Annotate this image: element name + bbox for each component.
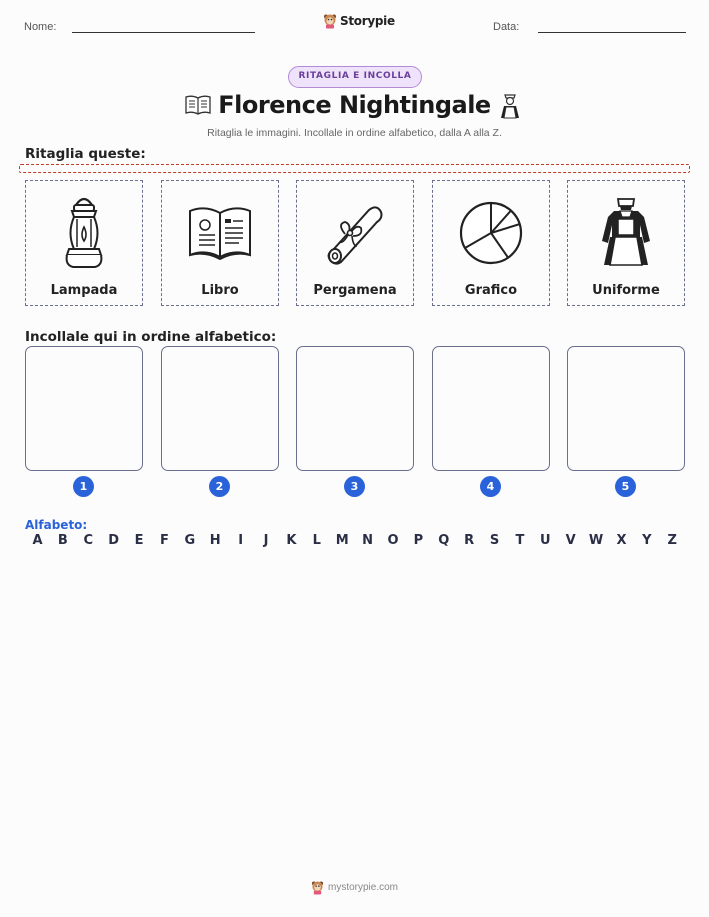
footer-url[interactable]: mystorypie.com xyxy=(327,882,398,893)
card-label: Grafico xyxy=(464,283,518,298)
cut-card-lampada[interactable] xyxy=(25,180,143,306)
alphabet-label: Alfabeto: xyxy=(25,518,88,532)
cut-card-grafico[interactable] xyxy=(432,180,550,306)
pie-chart-icon xyxy=(458,200,524,266)
uniform-icon xyxy=(598,197,654,269)
name-label: Nome: xyxy=(24,21,57,33)
storypie-mascot-icon xyxy=(323,13,337,29)
paste-slot-5[interactable] xyxy=(567,346,685,471)
paste-slot-4[interactable] xyxy=(432,346,550,471)
paste-section-label: Incollale qui in ordine alfabetico: xyxy=(25,329,277,345)
paste-slot-3[interactable] xyxy=(296,346,414,471)
alphabet-letter: E xyxy=(134,533,144,548)
card-label: Pergamena xyxy=(313,283,397,298)
alphabet-letter: K xyxy=(286,533,297,548)
alphabet-letter: B xyxy=(57,533,68,548)
alphabet-letter: S xyxy=(489,533,500,548)
lantern-icon xyxy=(59,195,109,271)
cut-section-label: Ritaglia queste: xyxy=(25,146,146,162)
slot-number-badge: 5 xyxy=(615,476,636,497)
slot-number-badge: 2 xyxy=(209,476,230,497)
alphabet-letter: G xyxy=(184,533,196,548)
scissor-cut-line xyxy=(19,164,690,173)
alphabet-letter: I xyxy=(238,533,244,548)
alphabet-letter: Z xyxy=(667,533,677,548)
alphabet-letter: A xyxy=(32,533,43,548)
alphabet-letter: C xyxy=(83,533,94,548)
alphabet-letter: R xyxy=(464,533,475,548)
brand-name: Storypie xyxy=(340,14,395,28)
name-line xyxy=(72,32,255,33)
slot-number-badge: 3 xyxy=(344,476,365,497)
slot-number-badge: 4 xyxy=(480,476,501,497)
nurse-icon xyxy=(497,92,523,124)
alphabet-letter: Q xyxy=(438,533,450,548)
card-label: Libro xyxy=(201,283,239,298)
card-label: Lampada xyxy=(50,283,118,298)
alphabet-letter: V xyxy=(565,533,576,548)
paste-slot-2[interactable] xyxy=(161,346,279,471)
alphabet-letter: D xyxy=(108,533,120,548)
date-label: Data: xyxy=(493,21,520,33)
alphabet-letter: N xyxy=(362,533,374,548)
alphabet-letter: J xyxy=(263,533,269,548)
book-icon xyxy=(187,203,253,263)
activity-badge: RITAGLIA E INCOLLA xyxy=(288,66,422,88)
date-line xyxy=(538,32,686,33)
alphabet-letter: X xyxy=(616,533,627,548)
alphabet-letter: H xyxy=(209,533,221,548)
alphabet-letter: W xyxy=(588,533,604,548)
scroll-icon xyxy=(323,198,387,268)
alphabet-row xyxy=(25,533,685,548)
slot-number-badge: 1 xyxy=(73,476,94,497)
card-label: Uniforme xyxy=(592,283,660,298)
paste-slot-1[interactable] xyxy=(25,346,143,471)
page-title: Florence Nightingale xyxy=(218,91,491,119)
cut-card-libro[interactable] xyxy=(161,180,279,306)
alphabet-letter: M xyxy=(335,533,349,548)
instructions: Ritaglia le immagini. Incollale in ordine alfabetico, dalla A alla Z. xyxy=(207,127,502,139)
alphabet-letter: L xyxy=(312,533,321,548)
alphabet-letter: O xyxy=(387,533,399,548)
alphabet-letter: Y xyxy=(642,533,652,548)
storypie-mascot-icon xyxy=(311,880,324,895)
footer xyxy=(0,880,709,895)
alphabet-letter: P xyxy=(413,533,424,548)
alphabet-letter: T xyxy=(515,533,525,548)
alphabet-letter: U xyxy=(540,533,551,548)
cut-card-pergamena[interactable] xyxy=(296,180,414,306)
alphabet-letter: F xyxy=(160,533,169,548)
cut-card-uniforme[interactable] xyxy=(567,180,685,306)
brand-logo xyxy=(323,13,395,29)
